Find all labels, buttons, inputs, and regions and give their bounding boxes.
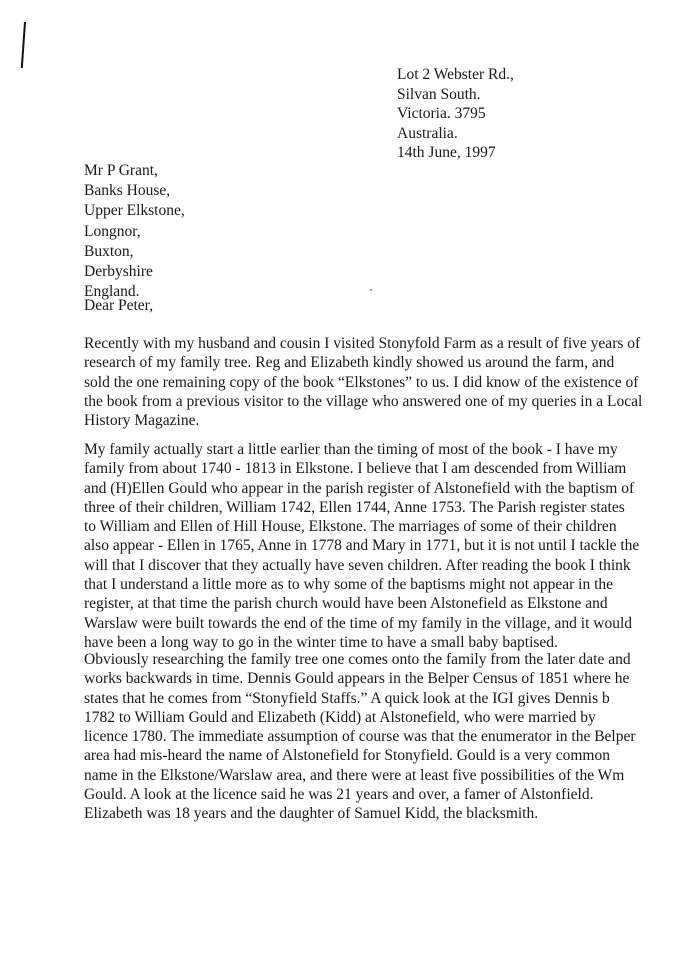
text-line: the book from a previous visitor to the village who answered one of my queries in a Local	[84, 392, 643, 410]
sender-line: Australia.	[397, 124, 458, 142]
text-line: that I understand a little more as to why some of the baptisms might not appear in the	[84, 576, 614, 594]
text-line: family from about 1740 - 1813 in Elkstone. I believe that I am descended from William	[84, 460, 627, 478]
recipient-line: Buxton,	[84, 242, 134, 260]
sender-line: Victoria. 3795	[397, 105, 486, 122]
text-line: Recently with my husband and cousin I visited Stonyfold Farm as a result of five years of	[84, 335, 641, 352]
letter-date: 14th June, 1997	[397, 144, 496, 161]
text-line: and (H)Ellen Gould who appear in the parish register of Alstonefield with the baptism of	[84, 479, 635, 497]
text-line: Gould. A look at the licence said he was 21 years and over, a famer of Alstonfield.	[84, 786, 594, 804]
text-line: have been a long way to go in the winter time to have a small baby baptised.	[84, 633, 558, 651]
paper-speck	[370, 289, 372, 291]
text-line: name in the Elkstone/Warslaw area, and there were at least five possibilities of the Wm	[84, 766, 625, 784]
paragraph-3	[84, 650, 644, 824]
text-line: licence 1780. The immediate assumption of course was that the enumerator in the Belper	[84, 728, 636, 746]
sender-address	[397, 65, 514, 163]
text-line: register, at that time the parish church would have been Alstonefield as Elkstone and	[84, 595, 608, 613]
text-line: History Magazine.	[84, 412, 200, 430]
text-line: Obviously researching the family tree one comes onto the family from the later date and	[84, 651, 631, 668]
recipient-line: Upper Elkstone,	[84, 202, 185, 220]
recipient-address	[84, 161, 185, 302]
text-line: will that I discover that they actually have seven children. After reading the book I think	[84, 556, 631, 574]
text-line: three of their children, William 1742, Ellen 1744, Anne 1753. The Parish register states	[84, 498, 625, 516]
sender-line: Lot 2 Webster Rd.,	[397, 66, 514, 83]
recipient-line: Derbyshire	[84, 263, 153, 281]
text-line: to William and Ellen of Hill House, Elkstone. The marriages of some of their children	[84, 518, 617, 536]
text-line: also appear - Ellen in 1765, Anne in 1778 and Mary in 1771, but it is not until I tackle the	[84, 537, 640, 555]
text-line: research of my family tree. Reg and Elizabeth kindly showed us around the farm, and	[84, 354, 615, 372]
text-line: works backwards in time. Dennis Gould appears in the Belper Census of 1851 where he	[84, 670, 630, 688]
text-line: My family actually start a little earlier than the timing of most of the book - I have my	[84, 441, 618, 458]
text-line: 1782 to William Gould and Elizabeth (Kidd) at Alstonefield, who were married by	[84, 708, 596, 726]
salutation: Dear Peter,	[84, 297, 154, 314]
paragraph-2	[84, 440, 644, 652]
recipient-line: Banks House,	[84, 182, 171, 200]
paragraph-1	[84, 334, 644, 430]
text-line: states that he comes from “Stonyfield Staffs.” A quick look at the IGI gives Dennis b	[84, 689, 610, 707]
pen-mark	[21, 22, 26, 68]
text-line: Elizabeth was 18 years and the daughter of Samuel Kidd, the blacksmith.	[84, 805, 539, 823]
text-line: Warslaw were built towards the end of the time of my family in the village, and it would	[84, 614, 633, 632]
text-line: area had mis-heard the name of Alstonefield for Stonyfield. Gould is a very common	[84, 747, 610, 765]
recipient-line: Mr P Grant,	[84, 162, 158, 179]
text-line: sold the one remaining copy of the book “Elkstones” to us. I did know of the existence of	[84, 373, 639, 391]
sender-line: Silvan South.	[397, 85, 481, 103]
recipient-line: Longnor,	[84, 222, 141, 240]
recipient-line: England.	[84, 283, 140, 301]
